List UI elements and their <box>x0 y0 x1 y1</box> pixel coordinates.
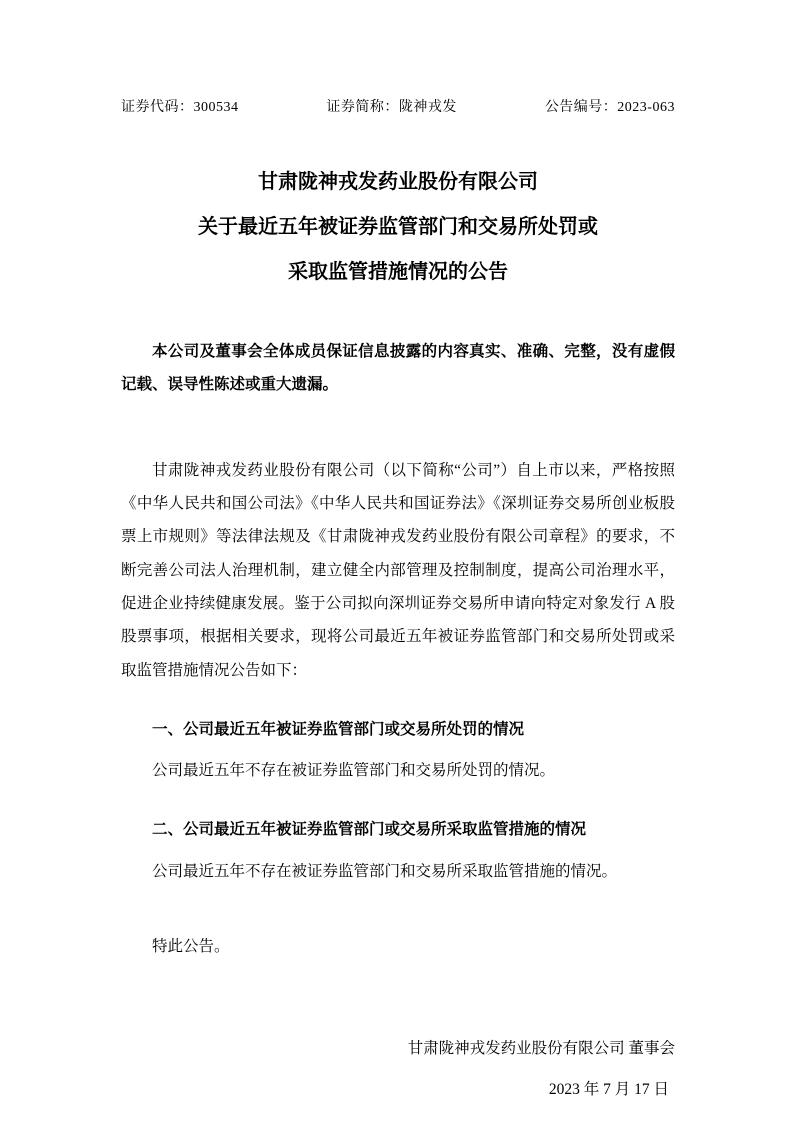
intro-paragraph: 甘肃陇神戎发药业股份有限公司（以下简称“公司”）自上市以来，严格按照《中华人民共和国公司法》《中华人民共和国证券法》《深圳证券交易所创业板股票上市规则》等法律法规及《甘肃陇神戎发药业股份有限公司章程》的要求，不断完善公司法人治理机制，建立健全内部管理及控制制度，提高公司治理水平，促进企业持续健康发展。鉴于公司拟向深圳证券交易所申请向特定对象发行 A 股股票事项，根据相关要求，现将公司最近五年被证券监管部门和交易所处罚或采取监管措施情况公告如下： <box>121 461 675 679</box>
signature-block <box>121 1029 675 1110</box>
stock-name: 证券简称：陇神戎发 <box>326 100 457 115</box>
section-1-text: 公司最近五年不存在被证券监管部门和交易所处罚的情况。 <box>152 762 556 780</box>
section-1-heading: 一、公司最近五年被证券监管部门或交易所处罚的情况 <box>152 720 525 738</box>
title-line-2: 关于最近五年被证券监管部门和交易所处罚或 <box>198 216 598 238</box>
title-line-3: 采取监管措施情况的公告 <box>288 261 508 283</box>
closing-remark: 特此公告。 <box>152 938 230 956</box>
document-title <box>121 160 675 295</box>
signature-date: 2023 年 7 月 17 日 <box>548 1080 669 1098</box>
title-line-1: 甘肃陇神戎发药业股份有限公司 <box>258 171 538 193</box>
truthfulness-statement: 本公司及董事会全体成员保证信息披露的内容真实、准确、完整，没有虚假记载、误导性陈述或重大遗漏。 <box>121 343 675 394</box>
section-2-heading: 二、公司最近五年被证券监管部门或交易所采取监管措施的情况 <box>152 821 587 839</box>
stock-code: 证券代码：300534 <box>121 100 239 115</box>
document-header <box>121 96 675 116</box>
section-2-text: 公司最近五年不存在被证券监管部门和交易所采取监管措施的情况。 <box>152 862 618 880</box>
announcement-number: 公告编号：2023-063 <box>544 100 675 115</box>
signature-company: 甘肃陇神戎发药业股份有限公司 董事会 <box>407 1040 675 1058</box>
